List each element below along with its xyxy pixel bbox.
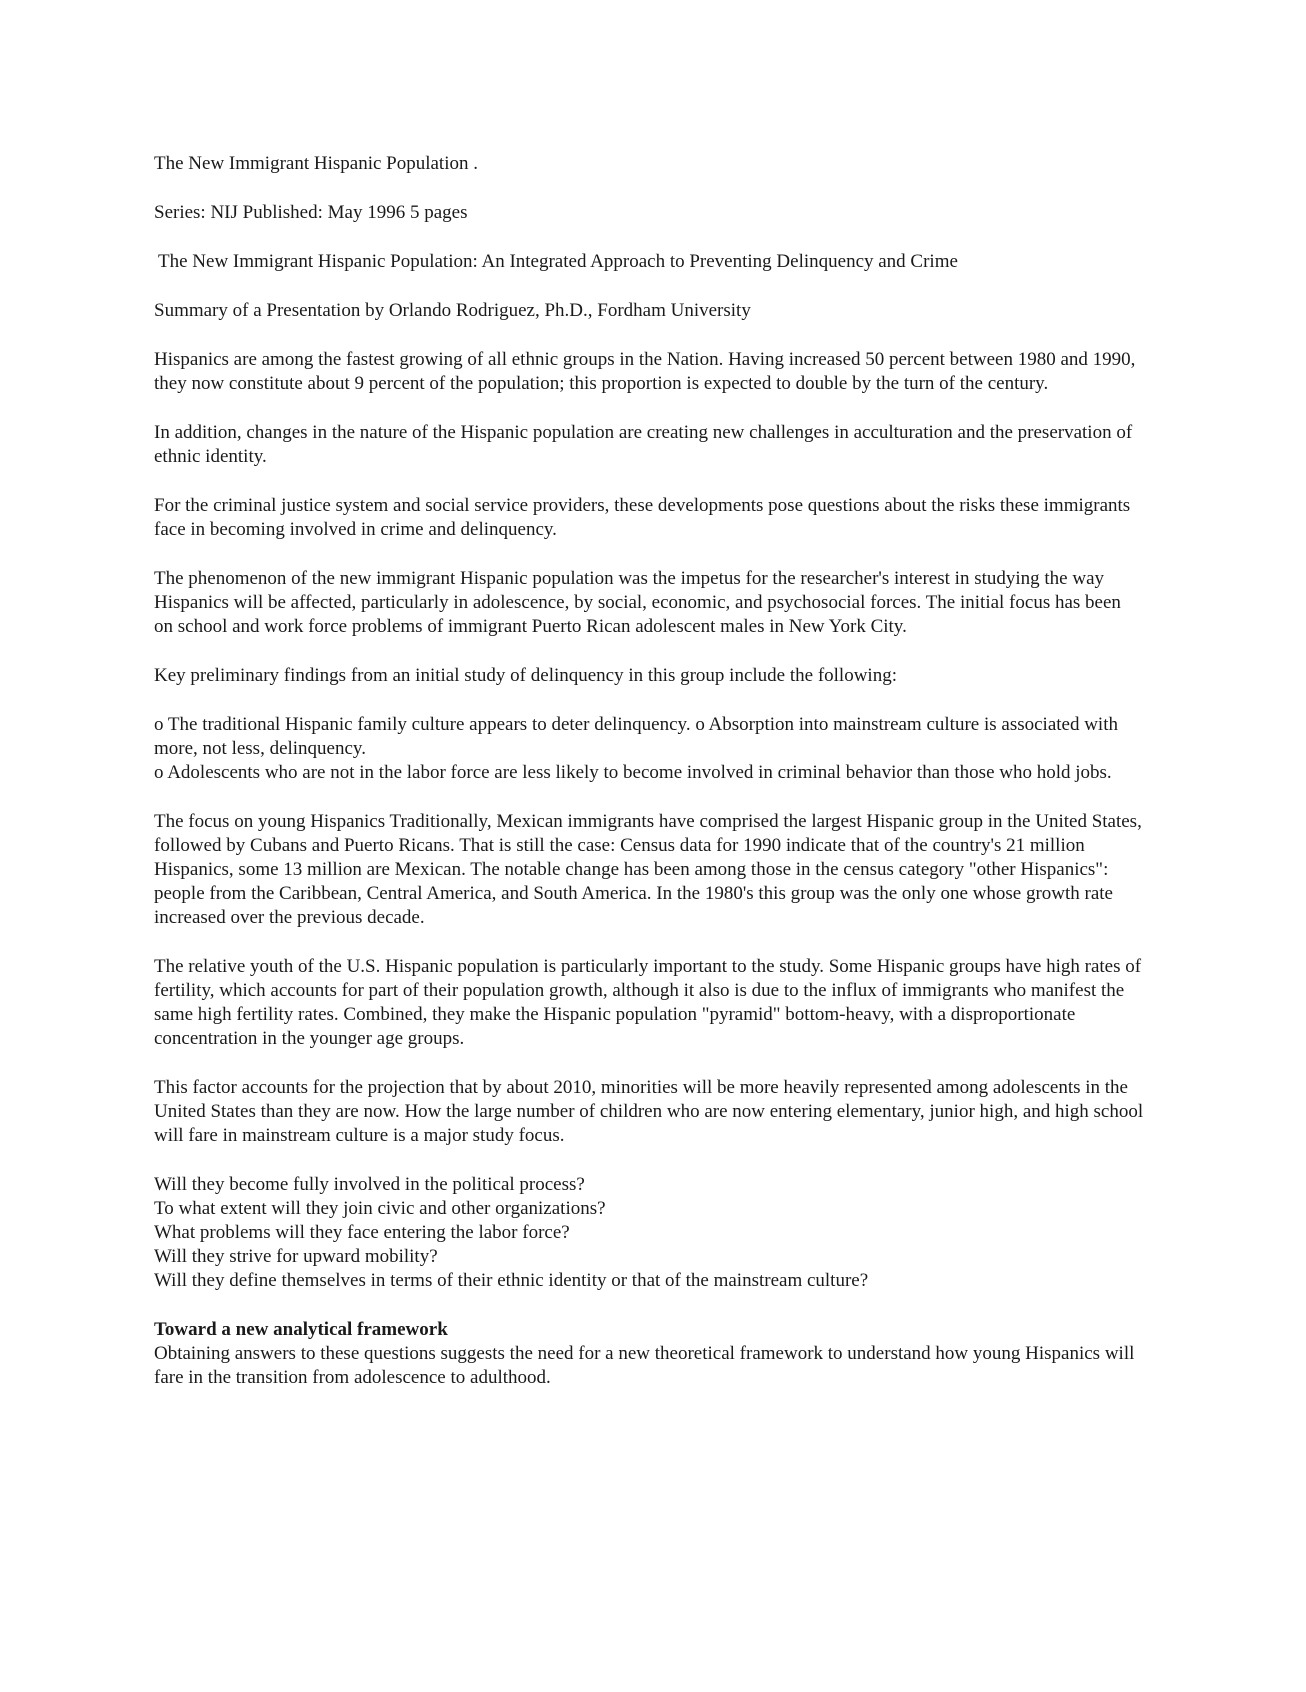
question-item: Will they strive for upward mobility?: [154, 1246, 438, 1267]
paragraph: The relative youth of the U.S. Hispanic population is particularly important to the study. Some Hispanic groups have high rates of fertility, which accounts for part of their population growth, although it also is due to the influx of immigrants who manifest the same high fertility rates. Combined, they make the Hispanic population "pyramid" bottom-heavy, with a disproportionate concentration in the younger age groups.: [154, 956, 1142, 1049]
paragraph: This factor accounts for the projection that by about 2010, minorities will be more heavily represented among adolescents in the United States than they are now. How the large number of children who are now entering elementary, junior high, and high school will fare in mainstream culture is a major study focus.: [154, 1077, 1144, 1146]
question-item: What problems will they face entering the labor force?: [154, 1222, 570, 1243]
paragraph: In addition, changes in the nature of the Hispanic population are creating new challenges in acculturation and the preservation of ethnic identity.: [154, 422, 1133, 467]
paragraph: Hispanics are among the fastest growing of all ethnic groups in the Nation. Having increased 50 percent between 1980 and 1990, they now constitute about 9 percent of the population; this proportion is expected to double by the turn of the century.: [154, 349, 1136, 394]
section-heading: Toward a new analytical framework: [154, 1319, 448, 1340]
questions-list: [154, 1173, 1144, 1293]
paragraph: Key preliminary findings from an initial study of delinquency in this group include the following:: [154, 665, 897, 686]
question-item: To what extent will they join civic and other organizations?: [154, 1198, 606, 1219]
question-item: Will they become fully involved in the political process?: [154, 1174, 585, 1195]
question-item: Will they define themselves in terms of their ethnic identity or that of the mainstream culture?: [154, 1270, 869, 1291]
byline: Summary of a Presentation by Orlando Rodriguez, Ph.D., Fordham University: [154, 300, 751, 321]
document-page: [154, 152, 1144, 1415]
paragraph: For the criminal justice system and social service providers, these developments pose questions about the risks these immigrants face in becoming involved in crime and delinquency.: [154, 495, 1131, 540]
section-paragraph: Obtaining answers to these questions suggests the need for a new theoretical framework to understand how young Hispanics will fare in the transition from adolescence to adulthood.: [154, 1343, 1135, 1388]
series-line: Series: NIJ Published: May 1996 5 pages: [154, 202, 468, 223]
document-full-title: The New Immigrant Hispanic Population: An Integrated Approach to Preventing Delinquency and Crime: [158, 251, 958, 272]
paragraph: The phenomenon of the new immigrant Hispanic population was the impetus for the researcher's interest in studying the way Hispanics will be affected, particularly in adolescence, by social, economic, and psychosocial forces. The initial focus has been on school and work force problems of immigrant Puerto Rican adolescent males in New York City.: [154, 568, 1121, 637]
paragraph: The focus on young Hispanics Traditionally, Mexican immigrants have comprised the largest Hispanic group in the United States, followed by Cubans and Puerto Ricans. That is still the case: Census data for 1990 indicate that of the country's 21 million Hispanics, some 13 million are Mexican. The notable change has been among those in the census category "other Hispanics": people from the Caribbean, Central America, and South America. In the 1980's this group was the only one whose growth rate increased over the previous decade.: [154, 811, 1142, 928]
findings-list: [154, 713, 1144, 785]
finding-item: o Adolescents who are not in the labor force are less likely to become involved in criminal behavior than those who hold jobs.: [154, 762, 1112, 783]
document-header-title: The New Immigrant Hispanic Population .: [154, 153, 478, 174]
finding-item: o The traditional Hispanic family culture appears to deter delinquency. o Absorption into mainstream culture is associated with more, not less, delinquency.: [154, 714, 1118, 759]
